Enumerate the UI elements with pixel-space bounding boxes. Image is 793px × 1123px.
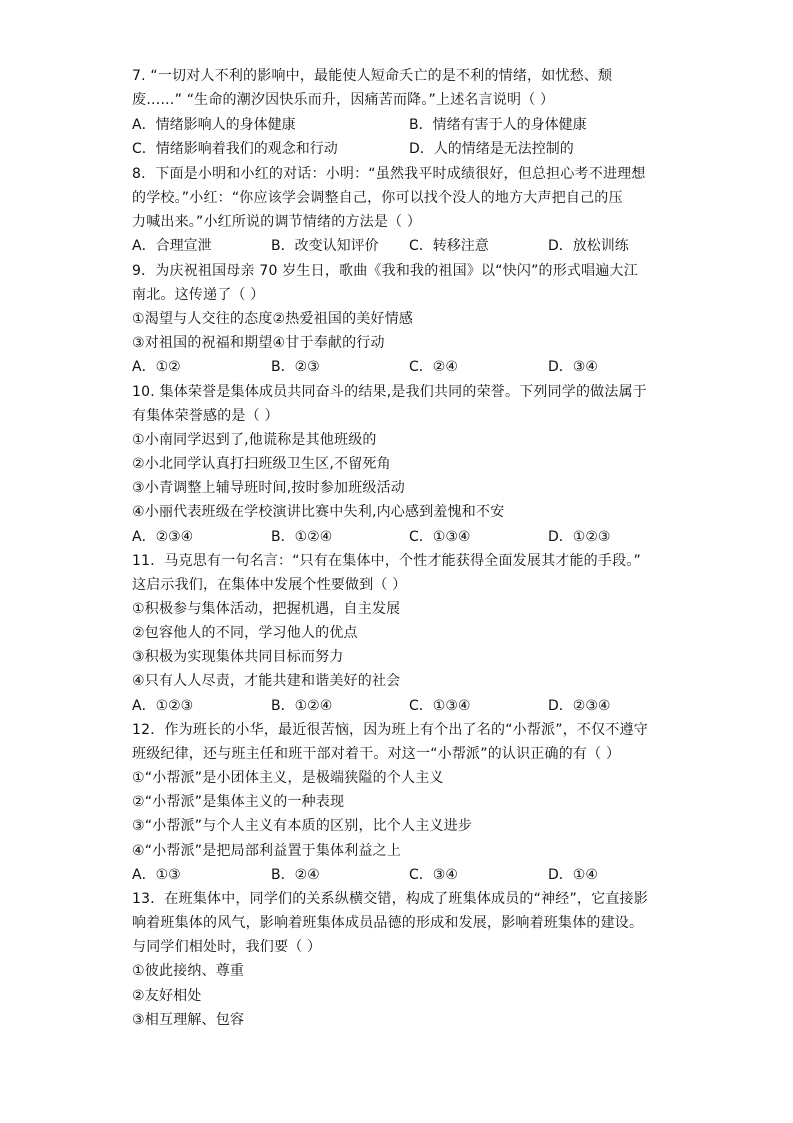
q12-stem-line-2: 班级纪律，还与班主任和班干部对着干。对这一“小帮派”的认识正确的有（ ） [132,746,621,762]
q11-item-3: ③积极为实现集体共同目标而努力 [132,649,344,665]
q7-option-b: B．情绪有害于人的身体健康 [409,117,587,133]
q12-item-2: ②“小帮派”是集体主义的一种表现 [132,794,345,810]
q13-item-1: ①彼此接纳、尊重 [132,963,245,979]
q9-stem-line-2: 南北。这传递了（ ） [132,287,265,303]
q10-item-4: ④小丽代表班级在学校演讲比赛中失利,内心感到羞愧和不安 [132,504,505,520]
q9-stem-line-1: 9．为庆祝祖国母亲 70 岁生日，歌曲《我和我的祖国》以“快闪”的形式唱遍大江 [132,263,638,279]
q7-stem-line-1: 7. “一切对人不利的影响中，最能使人短命夭亡的是不利的情绪，如忧愁、颓 [132,68,613,84]
q10-option-d: D．①②③ [548,529,611,545]
q12-option-a: A．①③ [132,867,181,883]
q10-option-c: C．①③④ [409,529,471,545]
q10-stem-line-2: 有集体荣誉感的是（ ） [132,408,279,424]
q13-item-3: ③相互理解、包容 [132,1012,245,1028]
q12-option-c: C．③④ [409,867,458,883]
q12-item-3: ③“小帮派”与个人主义有本质的区别，比个人主义进步 [132,818,473,834]
q12-stem-line-1: 12．作为班长的小华，最近很苦恼，因为班上有个出了名的“小帮派”，不仅不遵守 [132,722,648,738]
q12-option-b: B．②④ [271,867,320,883]
q13-stem-line-2: 响着班集体的风气，影响着班集体成员品德的形成和发展，影响着班集体的建设。 [132,915,644,931]
q7-option-d: D．人的情绪是无法控制的 [409,141,574,157]
q11-item-1: ①积极参与集体活动，把握机遇，自主发展 [132,601,401,617]
q10-stem-line-1: 10. 集体荣誉是集体成员共同奋斗的结果,是我们共同的荣誉。下列同学的做法属于 [132,384,647,400]
q10-item-1: ①小南同学迟到了,他谎称是其他班级的 [132,432,377,448]
q8-option-b: B．改变认知评价 [271,238,379,254]
q7-stem-line-2: 废……” “生命的潮汐因快乐而升，因痛苦而降。”上述名言说明（ ） [132,92,555,108]
q9-option-a: A．①② [132,359,181,375]
q10-option-a: A．②③④ [132,529,194,545]
q11-option-b: B．①②④ [271,698,333,714]
q9-option-c: C．②④ [409,359,458,375]
q10-option-b: B．①②④ [271,529,333,545]
q11-item-2: ②包容他人的不同，学习他人的优点 [132,625,358,641]
q9-option-d: D．③④ [548,359,598,375]
q7-option-a: A．情绪影响人的身体健康 [132,117,296,133]
q13-stem-line-1: 13．在班集体中，同学们的关系纵横交错，构成了班集体成员的“神经”，它直接影 [132,891,648,907]
q10-item-3: ③小青调整上辅导班时间,按时参加班级活动 [132,480,405,496]
q11-option-a: A．①②③ [132,698,194,714]
q12-item-1: ①“小帮派”是小团体主义，是极端狭隘的个人主义 [132,770,444,786]
q11-item-4: ④只有人人尽责，才能共建和谐美好的社会 [132,673,401,689]
q13-item-2: ②友好相处 [132,988,202,1004]
q11-option-d: D．②③④ [548,698,611,714]
q10-item-2: ②小北同学认真打扫班级卫生区,不留死角 [132,456,391,472]
q7-option-c: C．情绪影响着我们的观念和行动 [132,141,338,157]
q11-stem-line-1: 11．马克思有一句名言：“只有在集体中，个性才能获得全面发展其才能的手段。” [132,553,641,569]
q12-option-d: D．①④ [548,867,598,883]
q9-item-1: ①渴望与人交往的态度②热爱祖国的美好情感 [132,311,414,327]
q8-stem-line-3: 力喊出来。”小红所说的调节情绪的方法是（ ） [132,214,422,230]
q11-stem-line-2: 这启示我们，在集体中发展个性要做到（ ） [132,577,407,593]
q8-stem-line-2: 的学校。”小红：“你应该学会调整自己，你可以找个没人的地方大声把自己的压 [132,190,623,206]
q13-stem-line-3: 与同学们相处时，我们要（ ） [132,939,322,955]
q9-option-b: B．②③ [271,359,320,375]
q8-stem-line-1: 8．下面是小明和小红的对话：小明：“虽然我平时成绩很好，但总担心考不进理想 [132,166,646,182]
q8-option-a: A．合理宣泄 [132,238,212,254]
q9-item-2: ③对祖国的祝福和期望④甘于奉献的行动 [132,335,385,351]
q11-option-c: C．①③④ [409,698,471,714]
q8-option-d: D．放松训练 [548,238,629,254]
q12-item-4: ④“小帮派”是把局部利益置于集体利益之上 [132,843,402,859]
q8-option-c: C．转移注意 [409,238,489,254]
